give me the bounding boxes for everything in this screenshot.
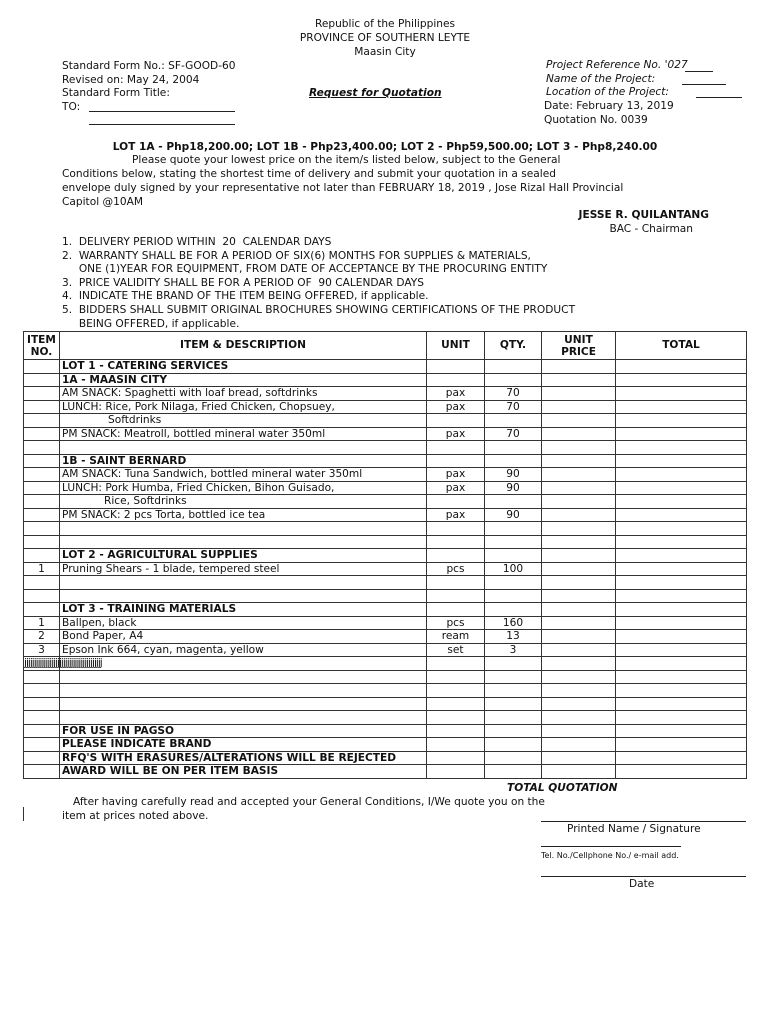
unit-cell: pcs xyxy=(427,616,485,630)
item-no-cell xyxy=(24,414,60,428)
description-cell: 1A - MAASIN CITY xyxy=(60,373,427,387)
table-row xyxy=(24,373,747,387)
total-cell xyxy=(616,751,747,765)
signatory-title: BAC - Chairman xyxy=(609,223,693,235)
header-unit-price: UNIT PRICE xyxy=(542,332,616,360)
item-no-cell xyxy=(24,549,60,563)
description-cell: Rice, Softdrinks xyxy=(60,495,427,509)
total-cell xyxy=(616,603,747,617)
total-cell xyxy=(616,684,747,698)
table-row xyxy=(24,468,747,482)
unit-cell xyxy=(427,576,485,590)
total-cell xyxy=(616,495,747,509)
signature-line xyxy=(541,821,746,822)
description-cell: Softdrinks xyxy=(60,414,427,428)
unit-cell xyxy=(427,711,485,725)
unit-price-cell xyxy=(542,373,616,387)
item-no-cell xyxy=(24,684,60,698)
total-cell xyxy=(616,643,747,657)
table-row xyxy=(24,657,747,671)
unit-cell xyxy=(427,657,485,671)
unit-price-cell xyxy=(542,616,616,630)
unit-price-cell xyxy=(542,535,616,549)
qty-cell xyxy=(485,373,542,387)
description-cell: LOT 2 - AGRICULTURAL SUPPLIES xyxy=(60,549,427,563)
unit-cell xyxy=(427,549,485,563)
total-cell xyxy=(616,481,747,495)
total-cell xyxy=(616,630,747,644)
item-no-cell xyxy=(24,481,60,495)
total-cell xyxy=(616,454,747,468)
unit-price-cell xyxy=(542,643,616,657)
unit-price-cell xyxy=(542,549,616,563)
project-name-label: Name of the Project: xyxy=(546,73,656,85)
table-row xyxy=(24,738,747,752)
unit-price-cell xyxy=(542,589,616,603)
instruction-line-1: Please quote your lowest price on the item/s listed below, subject to the General xyxy=(132,154,561,166)
table-row xyxy=(24,670,747,684)
table-row xyxy=(24,616,747,630)
item-no-cell xyxy=(24,360,60,374)
item-no-cell xyxy=(24,576,60,590)
table-row xyxy=(24,400,747,414)
table-row xyxy=(24,414,747,428)
unit-price-cell xyxy=(542,495,616,509)
unit-cell xyxy=(427,589,485,603)
item-no-cell xyxy=(24,522,60,536)
qty-cell: 13 xyxy=(485,630,542,644)
qty-cell: 70 xyxy=(485,427,542,441)
unit-price-cell xyxy=(542,697,616,711)
standard-form-no: Standard Form No.: SF-GOOD-60 xyxy=(62,60,236,72)
unit-cell xyxy=(427,360,485,374)
unit-cell: pax xyxy=(427,508,485,522)
qty-cell: 100 xyxy=(485,562,542,576)
table-row xyxy=(24,643,747,657)
project-location-label: Location of the Project: xyxy=(546,86,669,98)
item-no-cell: 1 xyxy=(24,616,60,630)
unit-price-cell xyxy=(542,427,616,441)
item-no-cell xyxy=(24,697,60,711)
rfq-date: Date: February 13, 2019 xyxy=(544,100,674,112)
description-cell xyxy=(60,589,427,603)
qty-cell xyxy=(485,738,542,752)
unit-price-cell xyxy=(542,657,616,671)
description-cell: LUNCH: Pork Humba, Fried Chicken, Bihon Guisado, xyxy=(60,481,427,495)
description-cell: LUNCH: Rice, Pork Nilaga, Fried Chicken, Chopsuey, xyxy=(60,400,427,414)
unit-cell xyxy=(427,684,485,698)
total-cell xyxy=(616,522,747,536)
unit-price-cell xyxy=(542,751,616,765)
table-row xyxy=(24,441,747,455)
table-row xyxy=(24,508,747,522)
condition-4: 4. INDICATE THE BRAND OF THE ITEM BEING OFFERED, if applicable. xyxy=(62,290,429,302)
unit-price-cell xyxy=(542,738,616,752)
description-cell: PM SNACK: Meatroll, bottled mineral water 350ml xyxy=(60,427,427,441)
item-no-cell xyxy=(24,535,60,549)
total-cell xyxy=(616,508,747,522)
description-cell: AM SNACK: Spaghetti with loaf bread, softdrinks xyxy=(60,387,427,401)
table-row xyxy=(24,481,747,495)
unit-price-cell xyxy=(542,441,616,455)
item-no-cell: jjjjjjjjjjjjjjjjjjjjjjjjjjjjjjjjjjjjjjjj xyxy=(24,657,102,669)
item-no-cell xyxy=(24,400,60,414)
table-row xyxy=(24,724,747,738)
total-cell xyxy=(616,373,747,387)
description-cell: AWARD WILL BE ON PER ITEM BASIS xyxy=(60,765,427,779)
description-cell: PM SNACK: 2 pcs Torta, bottled ice tea xyxy=(60,508,427,522)
unit-cell: pax xyxy=(427,387,485,401)
description-cell xyxy=(60,441,427,455)
unit-cell xyxy=(427,751,485,765)
table-row xyxy=(24,589,747,603)
item-no-cell xyxy=(24,670,60,684)
item-no-cell xyxy=(24,738,60,752)
qty-cell xyxy=(485,495,542,509)
table-row xyxy=(24,427,747,441)
total-cell xyxy=(616,414,747,428)
table-row xyxy=(24,765,747,779)
unit-price-cell xyxy=(542,765,616,779)
date-label: Date xyxy=(629,878,655,890)
description-cell xyxy=(60,670,427,684)
unit-price-cell xyxy=(542,400,616,414)
table-row xyxy=(24,576,747,590)
qty-cell xyxy=(485,697,542,711)
contact-label: Tel. No./Cellphone No./ e-mail add. xyxy=(541,851,679,860)
qty-cell: 90 xyxy=(485,508,542,522)
acceptance-line-2: item at prices noted above. xyxy=(62,810,209,822)
item-no-cell: 3 xyxy=(24,643,60,657)
description-cell: AM SNACK: Tuna Sandwich, bottled mineral water 350ml xyxy=(60,468,427,482)
qty-cell xyxy=(485,549,542,563)
description-cell: RFQ'S WITH ERASURES/ALTERATIONS WILL BE REJECTED xyxy=(60,751,427,765)
item-no-cell xyxy=(24,603,60,617)
total-cell xyxy=(616,427,747,441)
table-row xyxy=(24,562,747,576)
condition-5: 5. BIDDERS SHALL SUBMIT ORIGINAL BROCHURES SHOWING CERTIFICATIONS OF THE PRODUCT xyxy=(62,304,576,316)
quotation-no: Quotation No. 0039 xyxy=(544,114,648,126)
project-reference: Project Reference No. '027 xyxy=(546,59,688,71)
unit-price-cell xyxy=(542,576,616,590)
description-cell: LOT 3 - TRAINING MATERIALS xyxy=(60,603,427,617)
unit-price-cell xyxy=(542,603,616,617)
qty-cell xyxy=(485,576,542,590)
description-cell: PLEASE INDICATE BRAND xyxy=(60,738,427,752)
unit-cell xyxy=(427,373,485,387)
header-unit: UNIT xyxy=(427,332,485,360)
total-cell xyxy=(616,562,747,576)
instruction-line-4: Capitol @10AM xyxy=(62,196,143,208)
unit-cell: pax xyxy=(427,468,485,482)
unit-cell xyxy=(427,670,485,684)
table-row xyxy=(24,387,747,401)
standard-form-title-label: Standard Form Title: xyxy=(62,87,170,99)
condition-2-cont: ONE (1)YEAR FOR EQUIPMENT, FROM DATE OF ACCEPTANCE BY THE PROCURING ENTITY xyxy=(62,263,548,275)
revised-on: Revised on: May 24, 2004 xyxy=(62,74,200,86)
total-cell xyxy=(616,535,747,549)
unit-cell: ream xyxy=(427,630,485,644)
qty-cell: 160 xyxy=(485,616,542,630)
qty-cell: 3 xyxy=(485,643,542,657)
unit-cell xyxy=(427,738,485,752)
date-line xyxy=(541,876,746,877)
unit-cell: pax xyxy=(427,400,485,414)
item-no-cell xyxy=(24,495,60,509)
item-no-cell: 2 xyxy=(24,630,60,644)
item-no-cell xyxy=(24,589,60,603)
unit-price-cell xyxy=(542,481,616,495)
printed-name-label: Printed Name / Signature xyxy=(567,823,701,835)
item-no-cell xyxy=(24,468,60,482)
table-row xyxy=(24,454,747,468)
total-quotation-label: TOTAL QUOTATION xyxy=(507,782,618,794)
table-row xyxy=(24,495,747,509)
unit-price-cell xyxy=(542,414,616,428)
instruction-line-2: Conditions below, stating the shortest time of delivery and submit your quotation in a sealed xyxy=(62,168,556,180)
description-cell xyxy=(60,684,427,698)
description-cell: Epson Ink 664, cyan, magenta, yellow xyxy=(60,643,427,657)
total-cell xyxy=(616,697,747,711)
item-no-cell xyxy=(24,387,60,401)
qty-cell xyxy=(485,657,542,671)
unit-cell xyxy=(427,441,485,455)
description-cell xyxy=(60,522,427,536)
qty-cell xyxy=(485,360,542,374)
unit-cell: set xyxy=(427,643,485,657)
to-line-2 xyxy=(89,124,235,125)
to-line-1 xyxy=(89,111,235,112)
item-no-cell xyxy=(24,711,60,725)
items-body xyxy=(24,360,747,779)
unit-cell: pax xyxy=(427,427,485,441)
header-total: TOTAL xyxy=(616,332,747,360)
unit-cell xyxy=(427,724,485,738)
total-cell xyxy=(616,441,747,455)
unit-cell xyxy=(427,535,485,549)
unit-cell xyxy=(427,765,485,779)
total-cell xyxy=(616,724,747,738)
project-name-line xyxy=(682,84,726,85)
unit-price-cell xyxy=(542,522,616,536)
description-cell xyxy=(60,697,427,711)
total-cell xyxy=(616,589,747,603)
description-cell xyxy=(60,657,427,671)
qty-cell xyxy=(485,454,542,468)
unit-price-cell xyxy=(542,454,616,468)
acceptance-line-1: After having carefully read and accepted your General Conditions, I/We quote you on the xyxy=(73,796,545,808)
table-row xyxy=(24,711,747,725)
total-cell xyxy=(616,360,747,374)
unit-price-cell xyxy=(542,724,616,738)
total-cell xyxy=(616,468,747,482)
unit-price-cell xyxy=(542,468,616,482)
description-cell: LOT 1 - CATERING SERVICES xyxy=(60,360,427,374)
project-location-line xyxy=(696,97,742,98)
unit-price-cell xyxy=(542,508,616,522)
total-cell xyxy=(616,616,747,630)
table-row xyxy=(24,684,747,698)
project-reference-underline xyxy=(685,71,713,72)
description-cell xyxy=(60,576,427,590)
total-cell xyxy=(616,576,747,590)
unit-cell xyxy=(427,603,485,617)
header-province: PROVINCE OF SOUTHERN LEYTE xyxy=(299,32,471,44)
qty-cell xyxy=(485,522,542,536)
header-qty: QTY. xyxy=(485,332,542,360)
condition-1: 1. DELIVERY PERIOD WITHIN 20 CALENDAR DAYS xyxy=(62,236,332,248)
qty-cell xyxy=(485,603,542,617)
description-cell: Ballpen, black xyxy=(60,616,427,630)
qty-cell xyxy=(485,535,542,549)
form-title: Request for Quotation xyxy=(309,87,442,99)
item-no-cell xyxy=(24,751,60,765)
table-row xyxy=(24,360,747,374)
unit-price-cell xyxy=(542,360,616,374)
signatory-name: JESSE R. QUILANTANG xyxy=(578,209,709,221)
qty-cell: 90 xyxy=(485,481,542,495)
condition-5-cont: BEING OFFERED, if applicable. xyxy=(62,318,240,330)
qty-cell: 90 xyxy=(485,468,542,482)
cursor-mark xyxy=(23,807,24,821)
qty-cell xyxy=(485,589,542,603)
qty-cell xyxy=(485,751,542,765)
description-cell xyxy=(60,711,427,725)
unit-cell xyxy=(427,495,485,509)
unit-price-cell xyxy=(542,562,616,576)
qty-cell: 70 xyxy=(485,387,542,401)
table-row xyxy=(24,549,747,563)
table-row xyxy=(24,522,747,536)
condition-3: 3. PRICE VALIDITY SHALL BE FOR A PERIOD OF 90 CALENDAR DAYS xyxy=(62,277,424,289)
total-cell xyxy=(616,549,747,563)
unit-price-cell xyxy=(542,670,616,684)
total-cell xyxy=(616,765,747,779)
total-cell xyxy=(616,711,747,725)
item-no-cell xyxy=(24,508,60,522)
unit-cell: pax xyxy=(427,481,485,495)
qty-cell xyxy=(485,670,542,684)
unit-cell xyxy=(427,697,485,711)
item-no-cell xyxy=(24,373,60,387)
header-republic: Republic of the Philippines xyxy=(314,18,456,30)
qty-cell xyxy=(485,724,542,738)
table-row xyxy=(24,535,747,549)
total-cell xyxy=(616,738,747,752)
unit-price-cell xyxy=(542,630,616,644)
total-cell xyxy=(616,400,747,414)
unit-cell xyxy=(427,522,485,536)
item-no-cell: 1 xyxy=(24,562,60,576)
unit-cell xyxy=(427,414,485,428)
header-city: Maasin City xyxy=(354,46,416,58)
to-label: TO: xyxy=(62,101,81,113)
item-no-cell xyxy=(24,765,60,779)
unit-price-cell xyxy=(542,387,616,401)
contact-line xyxy=(541,846,681,847)
item-no-cell xyxy=(24,724,60,738)
header-description: ITEM & DESCRIPTION xyxy=(60,332,427,360)
item-no-cell xyxy=(24,454,60,468)
condition-2: 2. WARRANTY SHALL BE FOR A PERIOD OF SIX(6) MONTHS FOR SUPPLIES & MATERIALS, xyxy=(62,250,531,262)
table-row xyxy=(24,751,747,765)
qty-cell xyxy=(485,711,542,725)
unit-cell: pcs xyxy=(427,562,485,576)
table-row xyxy=(24,630,747,644)
qty-cell xyxy=(485,414,542,428)
description-cell: Pruning Shears - 1 blade, tempered steel xyxy=(60,562,427,576)
description-cell: FOR USE IN PAGSO xyxy=(60,724,427,738)
unit-price-cell xyxy=(542,684,616,698)
unit-price-cell xyxy=(542,711,616,725)
table-row xyxy=(24,603,747,617)
items-table xyxy=(23,331,747,779)
unit-cell xyxy=(427,454,485,468)
lots-summary: LOT 1A - Php18,200.00; LOT 1B - Php23,400.00; LOT 2 - Php59,500.00; LOT 3 - Php8,240.00 xyxy=(112,141,658,153)
qty-cell xyxy=(485,684,542,698)
qty-cell: 70 xyxy=(485,400,542,414)
total-cell xyxy=(616,387,747,401)
item-no-cell xyxy=(24,427,60,441)
qty-cell xyxy=(485,441,542,455)
qty-cell xyxy=(485,765,542,779)
table-row xyxy=(24,697,747,711)
description-cell: Bond Paper, A4 xyxy=(60,630,427,644)
total-cell xyxy=(616,657,747,671)
header-item-no: ITEM NO. xyxy=(24,332,60,360)
description-cell xyxy=(60,535,427,549)
instruction-line-3: envelope duly signed by your representative not later than FEBRUARY 18, 2019 , Jose Rizal Hall Provincial xyxy=(62,182,624,194)
description-cell: 1B - SAINT BERNARD xyxy=(60,454,427,468)
total-cell xyxy=(616,670,747,684)
item-no-cell xyxy=(24,441,60,455)
